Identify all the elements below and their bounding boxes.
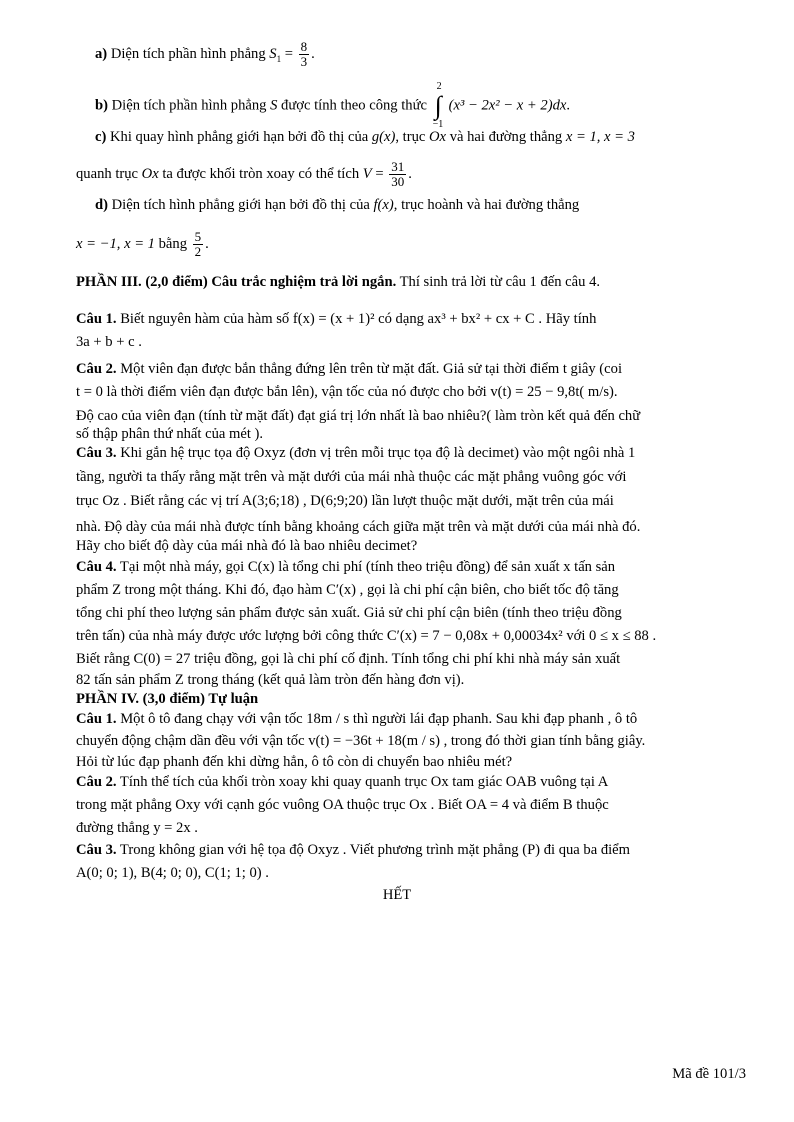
item-a-sub: 1	[276, 53, 282, 64]
integral-upper: 2	[436, 81, 442, 92]
p3-q4-label: Câu 4.	[76, 559, 117, 575]
item-b-math: S	[270, 97, 278, 114]
item-c-label: c)	[95, 129, 107, 145]
item-d-end: .	[205, 235, 209, 252]
p3-q2-line2: t = 0 là thời điểm viên đạn được bắn lên), vận tốc của nó được cho bởi v(t) = 25 − 9,8t( m/s).	[76, 384, 618, 400]
p3-q2-line3: Độ cao của viên đạn (tính từ mặt đất) đạt giá trị lớn nhất là bao nhiêu?( làm tròn kết quả đến chữ	[76, 408, 641, 424]
item-d-text2: , trục hoành và hai đường thẳng	[393, 197, 580, 213]
p3-q1-label: Câu 1.	[76, 311, 117, 327]
item-c-ox2: Ox	[141, 165, 159, 182]
p3-q3-line5: Hãy cho biết độ dày của mái nhà đó là bao nhiêu decimet?	[76, 538, 418, 554]
item-d-frac-num: 5	[194, 229, 202, 244]
item-c-text5: ta được khối tròn xoay có thể tích	[158, 165, 363, 182]
item-d-frac-den: 2	[194, 244, 202, 259]
item-c-lines: x = 1, x = 3	[565, 129, 635, 145]
item-c-text3: và hai đường thẳng	[446, 129, 566, 145]
p3-q4-line5: Biết rằng C(0) = 27 triệu đồng, gọi là chi phí cố định. Tính tổng chi phí khi nhà máy sản xuất	[76, 651, 621, 667]
p3-q4-line6: 82 tấn sản phẩm Z trong tháng (kết quả làm tròn đến hàng đơn vị).	[76, 672, 465, 688]
part3-heading-bold: PHẦN III. (2,0 điểm) Câu trắc nghiệm trả lời ngắn.	[76, 274, 397, 290]
p3-q3-line4: nhà. Độ dày của mái nhà được tính bằng khoảng cách giữa mặt trên và mặt dưới của mái nhà đó.	[76, 519, 641, 535]
item-a	[95, 40, 315, 69]
p4-q2-line2: trong mặt phẳng Oxy với cạnh góc vuông OA thuộc trục Ox . Biết OA = 4 và điểm B thuộc	[76, 797, 609, 813]
item-c-frac-den: 30	[391, 174, 405, 189]
p3-q3-line2: tầng, người ta thấy rằng mặt trên và mặt dưới của mái nhà thuộc các mặt phẳng vuông góc với	[76, 469, 627, 485]
p3-q2-line4: số thập phân thứ nhất của mét ).	[76, 426, 264, 442]
item-a-eq: =	[281, 45, 297, 62]
part4-heading: PHẦN IV. (3,0 điểm) Tự luận	[76, 691, 259, 707]
p4-q1-line2: chuyển động chậm dần đều với vận tốc v(t) = −36t + 18(m / s) , trong đó thời gian tính bằng giây.	[76, 733, 646, 749]
p3-q3-label: Câu 3.	[76, 445, 117, 461]
item-c-ox: Ox	[429, 129, 447, 145]
item-d-text1: Diện tích hình phẳng giới hạn bởi đồ thị của	[107, 197, 374, 213]
item-b-text1: Diện tích phần hình phẳng	[107, 97, 271, 114]
item-c-line1	[95, 128, 635, 146]
p3-q4-line2: phẩm Z trong một tháng. Khi đó, đạo hàm C′(x) , gọi là chi phí cận biên, cho biết tốc độ tăng	[76, 582, 619, 598]
end-marker: HẾT	[382, 887, 412, 903]
p3-q3-line1	[76, 444, 635, 462]
item-a-math: S	[269, 45, 277, 62]
p3-q3-line3: trục Oz . Biết rằng các vị trí A(3;6;18) , D(6;9;20) lần lượt thuộc mặt dưới, mặt trên của mái	[76, 493, 614, 509]
item-c-fraction	[389, 160, 406, 189]
item-d-label: d)	[95, 197, 108, 213]
item-d-lines: x = −1, x = 1	[76, 235, 155, 252]
item-a-frac-num: 8	[300, 39, 308, 54]
item-c-text4: quanh trục	[76, 165, 142, 182]
p4-q3-line1	[76, 841, 630, 859]
p3-q1-line2: 3a + b + c .	[76, 334, 142, 350]
item-d-fraction	[193, 230, 204, 259]
p4-q2-line3: đường thẳng y = 2x .	[76, 820, 198, 836]
item-c-frac-num: 31	[391, 159, 405, 174]
p3-q4-line1	[76, 558, 615, 576]
p4-q1-line1	[76, 710, 637, 728]
item-b-label: b)	[95, 97, 108, 114]
item-b-text2: được tính theo công thức	[277, 97, 431, 114]
item-c-text2: , trục	[395, 129, 430, 145]
item-a-label: a)	[95, 45, 108, 62]
item-c-text1: Khi quay hình phẳng giới hạn bởi đồ thị của	[106, 129, 372, 145]
p4-q3-text1: Trong không gian với hệ tọa độ Oxyz . Viết phương trình mặt phẳng (P) đi qua ba điểm	[116, 842, 631, 858]
item-c-end: .	[408, 165, 412, 182]
item-a-text: Diện tích phần hình phẳng	[107, 45, 270, 62]
p3-q2-text1: Một viên đạn được bắn thẳng đứng lên trên từ mặt đất. Giả sử tại thời điểm t giây (coi	[116, 361, 622, 377]
integral-lower: −1	[432, 119, 444, 130]
item-a-end: .	[311, 45, 315, 62]
item-b-end: .	[566, 97, 571, 114]
p3-q3-text1: Khi gắn hệ trục tọa độ Oxyz (đơn vị trên mỗi trục tọa độ là decimet) vào một ngôi nhà 1	[116, 445, 636, 461]
p4-q3-line2: A(0; 0; 1), B(4; 0; 0), C(1; 1; 0) .	[76, 865, 269, 881]
p4-q1-text1: Một ô tô đang chạy với vận tốc 18m / s thì người lái đạp phanh. Sau khi đạp phanh , ô tô	[116, 711, 638, 727]
p4-q2-line1	[76, 773, 608, 791]
page-footer: Mã đề 101/3	[672, 1066, 746, 1082]
p3-q2-label: Câu 2.	[76, 361, 117, 377]
p3-q2-line1	[76, 360, 622, 378]
p4-q1-line3: Hỏi từ lúc đạp phanh đến khi dừng hẳn, ô tô còn di chuyển bao nhiêu mét?	[76, 754, 513, 770]
p3-q4-line3: tổng chi phí theo lượng sản phẩm được sản xuất. Giả sử chi phí cận biên (tính theo triệu đồng	[76, 605, 622, 621]
p3-q1-line1	[76, 310, 596, 328]
p3-q4-line4: trên tấn) của nhà máy được ước lượng bởi công thức C′(x) = 7 − 0,08x + 0,00034x² với 0 ≤ x ≤ 88 .	[76, 628, 657, 644]
part3-heading-rest: Thí sinh trả lời từ câu 1 đến câu 4.	[396, 274, 601, 290]
item-c-g: g(x)	[371, 129, 396, 145]
p4-q1-label: Câu 1.	[76, 711, 117, 727]
p3-q1-text1: Biết nguyên hàm của hàm số f(x) = (x + 1)² có dạng ax³ + bx² + cx + C . Hãy tính	[116, 311, 597, 327]
integral-sign: 2 ∫ −1	[432, 81, 444, 130]
item-d-line2	[76, 230, 209, 259]
item-b-integrand: (x³ − 2x² − x + 2)dx	[448, 97, 567, 114]
item-c-eq: =	[371, 165, 388, 182]
p4-q2-text1: Tính thể tích của khối tròn xoay khi quay quanh trục Ox tam giác OAB vuông tại A	[116, 774, 609, 790]
item-c-V: V	[362, 165, 372, 182]
item-d-f: f(x)	[373, 197, 394, 213]
part3-heading	[76, 273, 600, 291]
p3-q4-text1: Tại một nhà máy, gọi C(x) là tổng chi phí (tính theo triệu đồng) để sản xuất x tấn sản	[116, 559, 616, 575]
p4-q2-label: Câu 2.	[76, 774, 117, 790]
item-d-text3: bằng	[154, 235, 191, 252]
item-a-frac-den: 3	[300, 54, 308, 69]
item-c-line2	[76, 160, 412, 189]
item-b	[95, 81, 571, 130]
item-d-line1	[95, 196, 579, 214]
item-a-fraction	[299, 40, 310, 69]
p4-q3-label: Câu 3.	[76, 842, 117, 858]
